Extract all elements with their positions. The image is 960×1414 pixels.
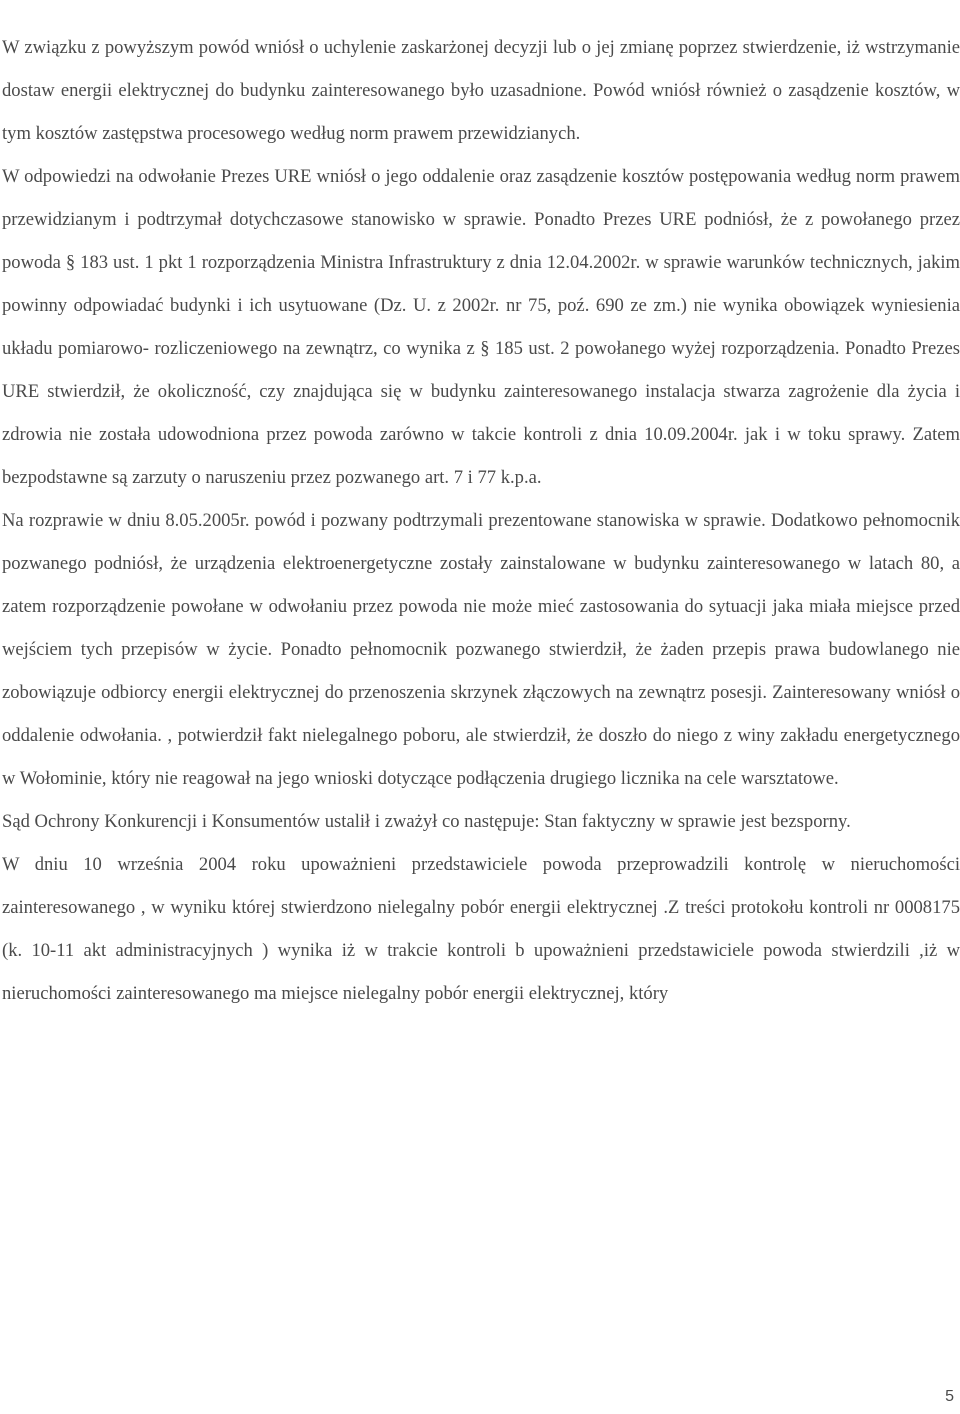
paragraph-appeal-request: W związku z powyższym powód wniósł o uchylenie zaskarżonej decyzji lub o jej zmianę poprzez stwierdzenie, iż wstrzymanie dostaw energii elektrycznej do budynku zainteresowanego było uzasadnione. Powód wniósł również o zasądzenie kosztów, w tym kosztów zastępstwa procesowego według norm prawem przewidzianych. [2,37,960,144]
paragraph-court-findings: Sąd Ochrony Konkurencji i Konsumentów ustalił i zważył co następuje: Stan faktyczny w sprawie jest bezsporny. [2,811,851,832]
paragraph-inspection: W dniu 10 września 2004 roku upoważnieni przedstawiciele powoda przeprowadzili kontrolę w nieruchomości zainteresowanego , w wyniku której stwierdzono nielegalny pobór energii elektrycznej .Z treści protokołu kontroli nr 0008175 (k. 10-11 akt administracyjnych ) wynika iż w trakcie kontroli b upoważnieni przedstawiciele powoda stwierdzili ,iż w nieruchomości zainteresowanego ma miejsce nielegalny pobór energii elektrycznej, który [2,854,960,1004]
paragraph-ure-response: W odpowiedzi na odwołanie Prezes URE wniósł o jego oddalenie oraz zasądzenie kosztów postępowania według norm prawem przewidzianym i podtrzymał dotychczasowe stanowisko w sprawie. Ponadto Prezes URE podniósł, że z powołanego przez powoda § 183 ust. 1 pkt 1 rozporządzenia Ministra Infrastruktury z dnia 12.04.2002r. w sprawie warunków technicznych, jakim powinny odpowiadać budynki i ich usytuowane (Dz. U. z 2002r. nr 75, poź. 690 ze zm.) nie wynika obowiązek wyniesienia układu pomiarowo- rozliczeniowego na zewnątrz, co wynika z § 185 ust. 2 powołanego wyżej rozporządzenia. Ponadto Prezes URE stwierdził, że okoliczność, czy znajdująca się w budynku zainteresowanego instalacja stwarza zagrożenie dla życia i zdrowia nie została udowodniona przez powoda zarówno w takcie kontroli z dnia 10.09.2004r. jak i w toku sprawy. Zatem bezpodstawne są zarzuty o naruszeniu przez pozwanego art. 7 i 77 k.p.a. [2,166,960,488]
page-number: 5 [945,1388,954,1405]
paragraph-hearing: Na rozprawie w dniu 8.05.2005r. powód i pozwany podtrzymali prezentowane stanowiska w sprawie. Dodatkowo pełnomocnik pozwanego podniósł, że urządzenia elektroenergetyczne zostały zainstalowane w budynku zainteresowanego w latach 80, a zatem rozporządzenie powołane w odwołaniu przez powoda nie może mieć zastosowania do sytuacji jaka miała miejsce przed wejściem tych przepisów w życie. Ponadto pełnomocnik pozwanego stwierdził, że żaden przepis prawa budowlanego nie zobowiązuje odbiorcy energii elektrycznej do przenoszenia skrzynek złączowych na zewnątrz posesji. Zainteresowany wniósł o oddalenie odwołania. , potwierdził fakt nielegalnego poboru, ale stwierdził, że doszło do niego z winy zakładu energetycznego w Wołominie, który nie reagował na jego wnioski dotyczące podłączenia drugiego licznika na cele warsztatowe. [2,510,960,789]
